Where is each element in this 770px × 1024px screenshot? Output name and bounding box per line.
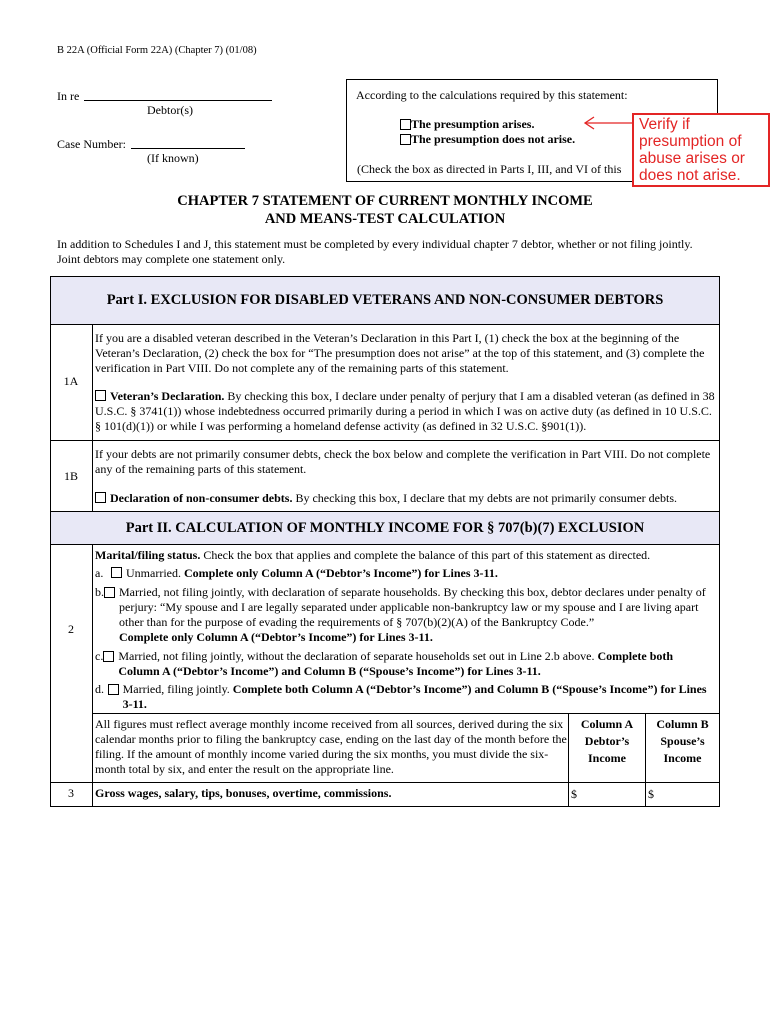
averaging-note: All figures must reflect average monthly income received from all sources, derived during the six calendar months prior to filing the bankruptcy case, ending on the last day of the month before the filing. If the amount of monthly income varied during the six months, you must divide the six-month total by six, and enter the result on the appropriate line. [95,717,567,776]
according-text: According to the calculations required by this statement: [356,88,628,102]
no-declaration-checkbox[interactable] [103,651,114,662]
row-number-3: 3 [68,786,74,800]
option-letter: c. [95,649,104,663]
column-a-sub: Debtor’s [584,734,630,748]
presumption-arises-label: The presumption arises. [411,117,535,131]
gross-wages-label: Gross wages, salary, tips, bonuses, overtime, commissions. [95,786,392,800]
row-number-1b: 1B [63,469,78,483]
divider [50,782,720,783]
filing-jointly-checkbox[interactable] [108,684,119,695]
table-border-right [719,276,720,806]
column-a-sub: Income [588,751,626,765]
divider [50,324,720,325]
dollar-sign: $ [648,787,654,801]
gross-wages-column-a-field[interactable] [571,787,643,804]
option-letter: b. [95,585,104,599]
check-box-note: (Check the box as directed in Parts I, III, and VI of this [357,162,622,176]
marital-option-b [95,585,713,645]
row-1b-instructions: If your debts are not primarily consumer debts, check the box below and complete the verification in Part VIII. Do not complete any of the remaining parts of this statement. [95,447,711,476]
option-letter: d. [95,682,104,696]
column-a-title: Column A [580,717,634,731]
option-letter: a. [95,566,104,580]
case-number-label: Case Number: [57,137,126,151]
presumption-arises-row [400,117,534,132]
divider [50,544,720,545]
marital-option-c [95,649,715,679]
option-a-text: Unmarried. [126,566,184,580]
column-b-sub: Income [663,751,702,765]
annotation-line: presumption of [639,133,742,150]
veterans-declaration [95,389,715,434]
annotation-line: Verify if [639,116,690,133]
marital-status-heading [95,548,715,563]
row-number-divider [92,324,93,511]
option-a-bold: Complete only Column A (“Debtor’s Income”) for Lines 3-11. [183,566,498,580]
row-number-divider [92,544,93,806]
veterans-declaration-title: Veteran’s Declaration. [110,389,225,403]
veterans-declaration-checkbox[interactable] [95,390,106,401]
non-consumer-declaration [95,491,715,506]
divider [50,440,720,441]
dollar-sign: $ [571,787,577,801]
part-2-heading: Part II. CALCULATION OF MONTHLY INCOME FOR § 707(b)(7) EXCLUSION [51,512,719,544]
veterans-declaration-text: By checking this box, I declare under penalty of perjury that I am a disabled veteran (as defined in 38 U.S.C. § 3741(1)) whose indebtedness occurred primarily during a period in which I was on active duty (as defined in 10 U.S.C. § 101(d)(1)) or while I was performing a homeland defense activity (as defined in 32 U.S.C. §901(1)). [95,389,715,433]
non-consumer-title: Declaration of non-consumer debts. [110,491,293,505]
presumption-arises-checkbox[interactable] [400,119,411,130]
intro-text: In addition to Schedules I and J, this statement must be completed by every individual chapter 7 debtor, whether or not filing jointly. Joint debtors may complete one statement only. [57,237,693,266]
annotation-line: does not arise. [639,167,741,184]
presumption-not-arise-row [400,132,575,147]
part-1-heading: Part I. EXCLUSION FOR DISABLED VETERANS AND NON-CONSUMER DEBTORS [51,277,719,324]
non-consumer-text: By checking this box, I declare that my debts are not primarily consumer debts. [292,491,677,505]
marital-status-text: Check the box that applies and complete the balance of this part of this statement as directed. [200,548,651,562]
if-known-label: (If known) [147,151,199,165]
in-re-label: In re [57,89,80,103]
gross-wages-column-b-field[interactable] [648,787,717,804]
option-b-bold: Complete only Column A (“Debtor’s Income”) for Lines 3-11. [119,630,433,644]
unmarried-checkbox[interactable] [111,567,122,578]
column-b-header [646,716,719,767]
case-number-field[interactable] [131,148,245,149]
option-b-text: Married, not filing jointly, with declaration of separate households. By checking this box, debtor declares under penalty of perjury: “My spouse and I are legally separated under applicable non-bankruptcy law or my spouse and I are living apart other than for the purpose of evading the requirements of § 707(b)(2)(A) of the Bankruptcy Code.” [119,585,706,629]
separate-households-checkbox[interactable] [104,587,115,598]
non-consumer-checkbox[interactable] [95,492,106,503]
row-1a-instructions: If you are a disabled veteran described in the Veteran’s Declaration in this Part I, (1) check the box at the beginning of the Veteran’s Declaration, (2) check the box for “The presumption does not arise” at the top of this statement, and (3) complete the verification in Part VIII. Do not complete any of the remaining parts of this statement. [95,331,705,375]
debtor-name-field[interactable] [84,100,272,101]
option-c-bold: Complete both Column A (“Debtor’s Income”) and Column B (“Spouse’s Income”) for Lines 3-11. [118,649,674,678]
annotation-callout [632,113,770,187]
row-number-1a: 1A [63,374,79,388]
presumption-not-arise-label: The presumption does not arise. [411,132,576,146]
title-line-2: AND MEANS-TEST CALCULATION [264,211,506,227]
marital-option-a [95,566,715,581]
debtors-label: Debtor(s) [147,103,193,117]
column-b-sub: Spouse’s [660,734,705,748]
divider [50,806,720,807]
column-b-title: Column B [656,717,709,731]
form-id: B 22A (Official Form 22A) (Chapter 7) (01/08) [57,45,257,56]
title-line-1: CHAPTER 7 STATEMENT OF CURRENT MONTHLY INCOME [177,193,593,209]
marital-option-d [95,682,715,712]
arrow-left-icon [582,116,636,130]
option-d-text: Married, filing jointly. [122,682,233,696]
row-number-2: 2 [68,622,74,636]
annotation-line: abuse arises or [639,150,745,167]
divider [92,713,720,714]
page-title [0,192,770,228]
option-c-text: Married, not filing jointly, without the declaration of separate households set out in Line 2.b above. [118,649,598,663]
marital-status-title: Marital/filing status. [95,548,201,562]
option-d-bold: Complete both Column A (“Debtor’s Income”) and Column B (“Spouse’s Income”) for Lines 3-11. [122,682,707,711]
column-a-header [569,716,645,767]
presumption-not-arise-checkbox[interactable] [400,134,411,145]
